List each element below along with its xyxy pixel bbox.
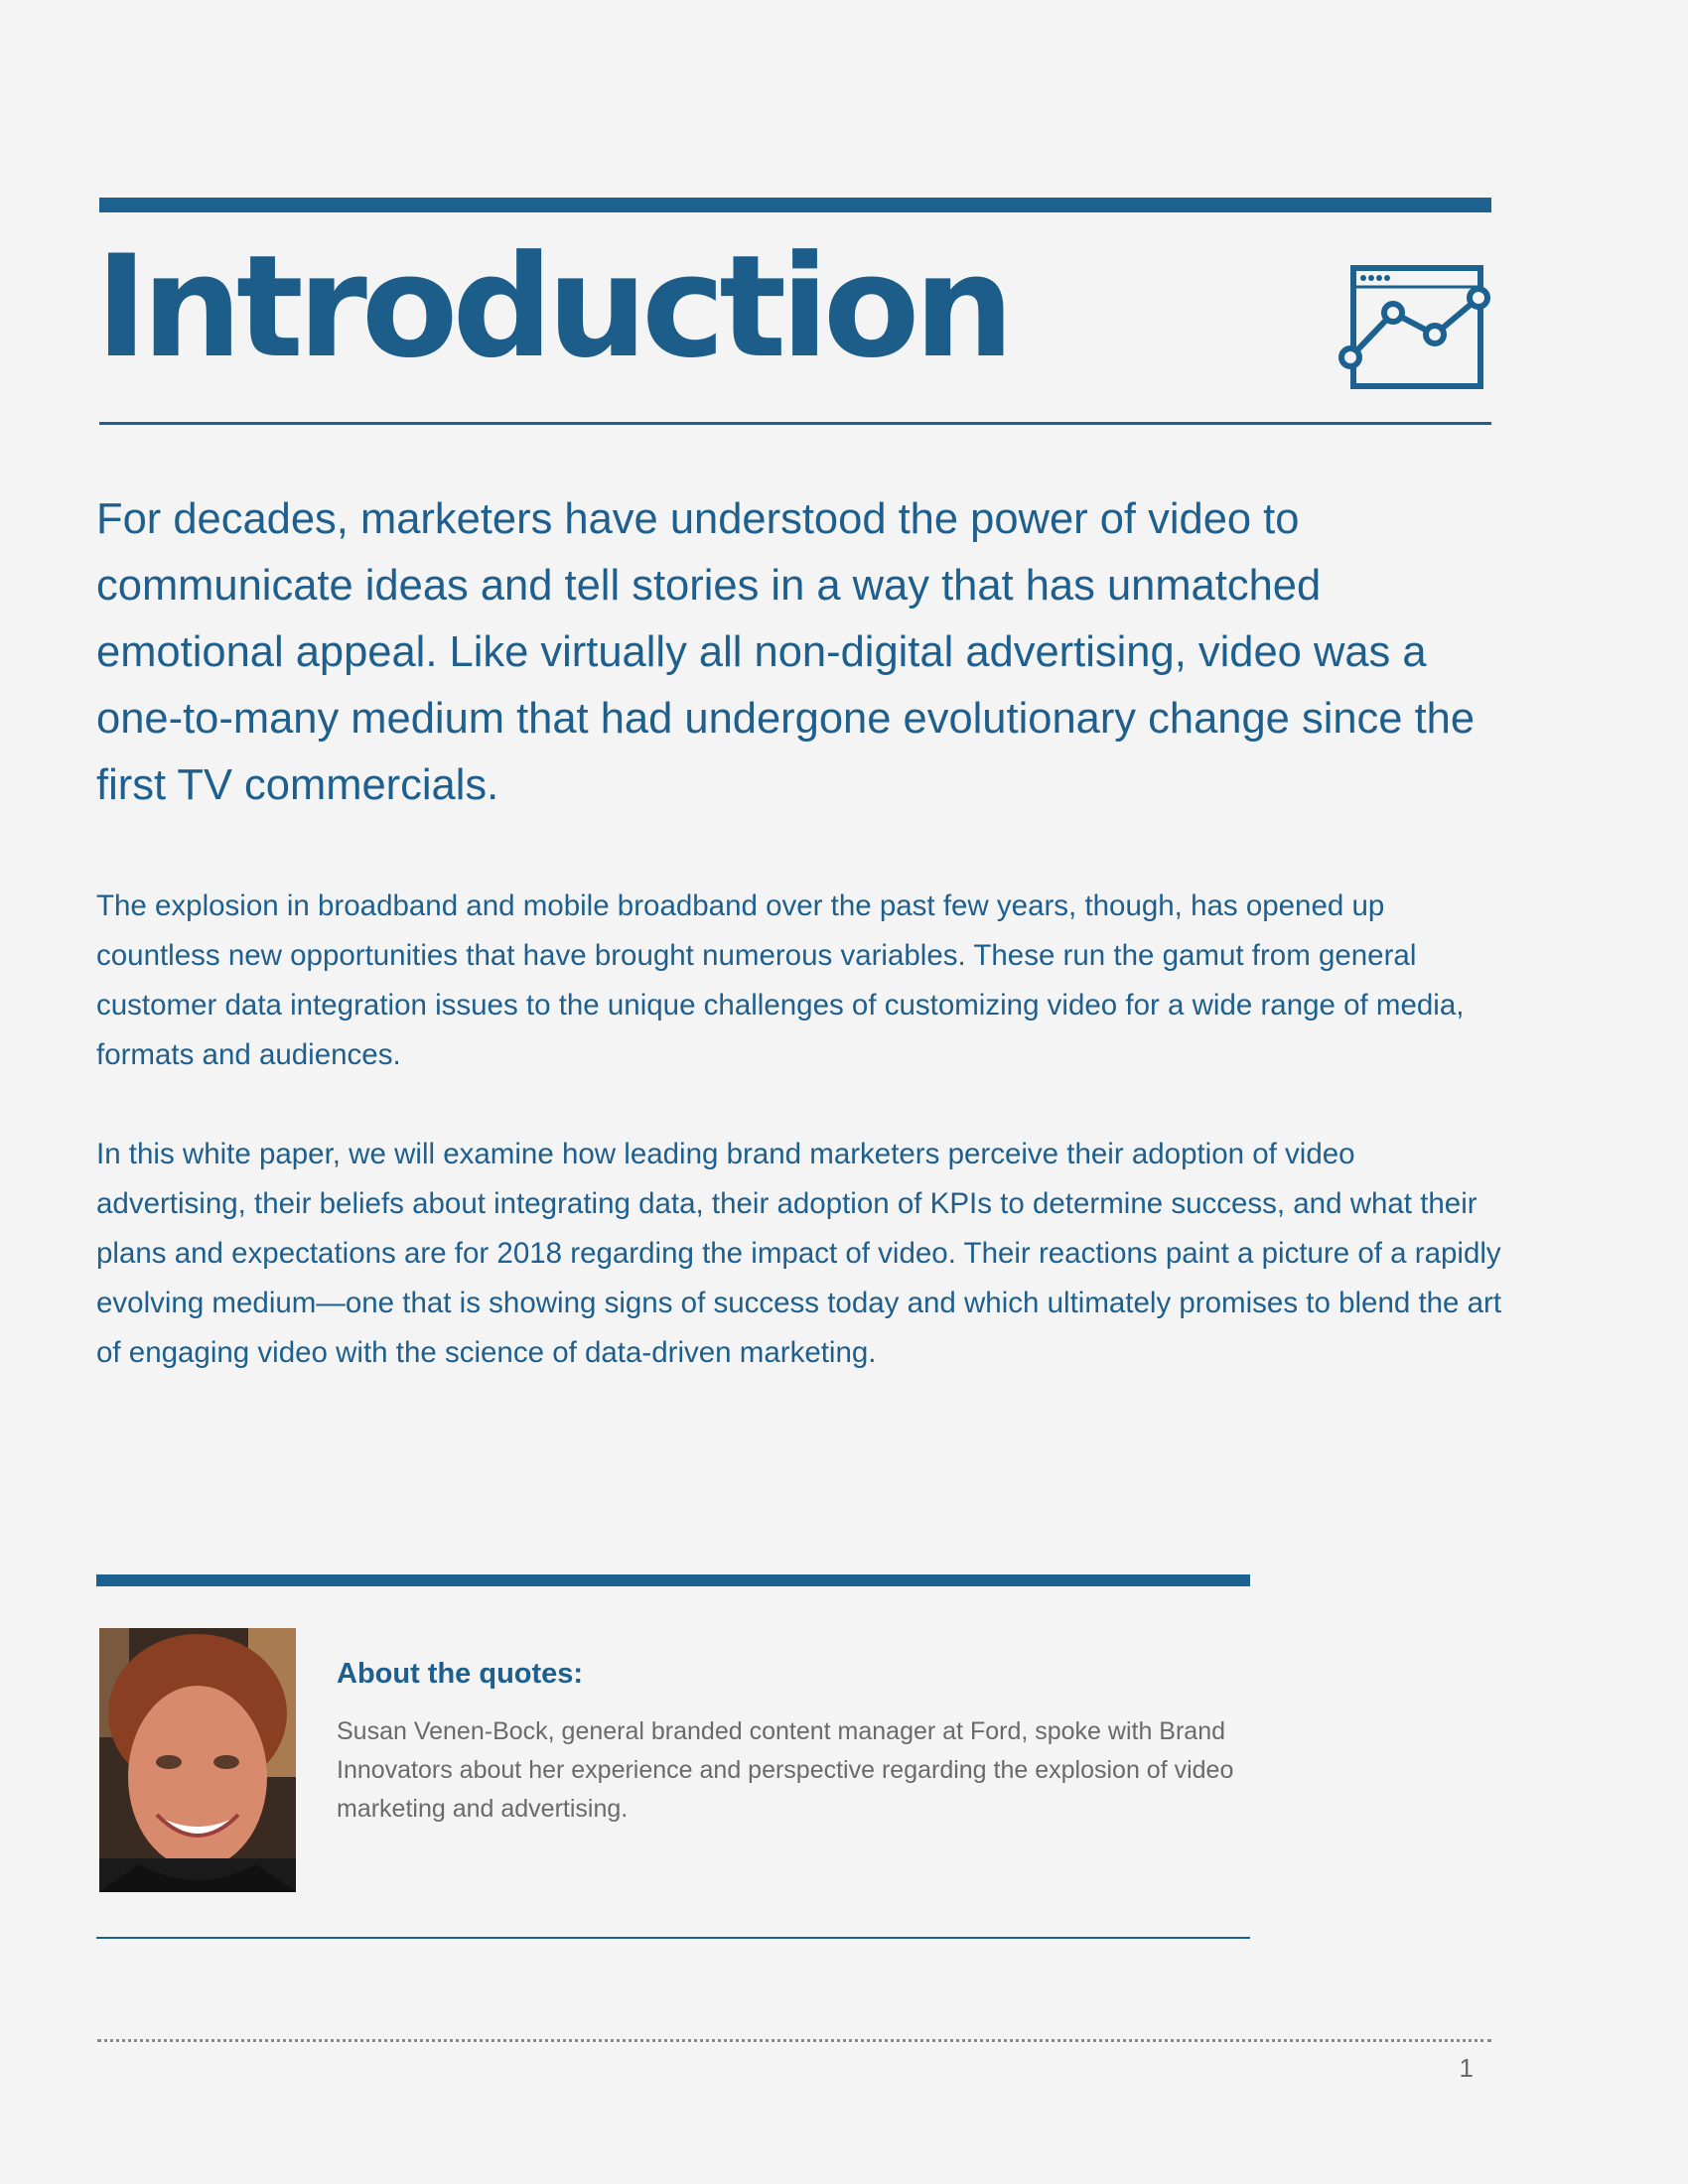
quotes-top-rule (96, 1574, 1250, 1586)
line-chart-window-icon (1336, 258, 1497, 397)
footer-dotted-rule (97, 2039, 1491, 2042)
page-number: 1 (1459, 2053, 1474, 2083)
page-title: Introduction (95, 225, 1009, 389)
body-paragraph-1: The explosion in broadband and mobile broadband over the past few years, though, has opened up countless new opportunities that have brought numerous variables. These run the gamut from general customer data integration issues to the unique challenges of customizing video for a wide range of media, formats and audiences. (96, 889, 1465, 1071)
title-bottom-rule (99, 422, 1491, 425)
body-paragraph-2: In this white paper, we will examine how leading brand marketers perceive their adoption of video advertising, their beliefs about integrating data, their adoption of KPIs to determine success, and what their plans and expectations are for 2018 regarding the impact of video. Their reactions paint a picture of a rapidly evolving medium—one that is showing signs of success today and which ultimately promises to blend the art of engaging video with the science of data-driven marketing. (96, 1138, 1502, 1369)
title-top-rule (99, 198, 1491, 212)
quotes-heading: About the quotes: (337, 1658, 584, 1690)
quotes-description: Susan Venen-Bock, general branded content manager at Ford, spoke with Brand Innovators about her experience and perspective regarding the explosion of video marketing and advertising. (337, 1717, 1234, 1823)
portrait-photo (99, 1628, 296, 1892)
quotes-bottom-rule (96, 1937, 1250, 1939)
lead-paragraph: For decades, marketers have understood the power of video to communicate ideas and tell stories in a way that has unmatched emotional appeal. Like virtually all non-digital advertising, video was a one-to-many medium that had undergone evolutionary change since the first TV commercials. (96, 495, 1476, 809)
